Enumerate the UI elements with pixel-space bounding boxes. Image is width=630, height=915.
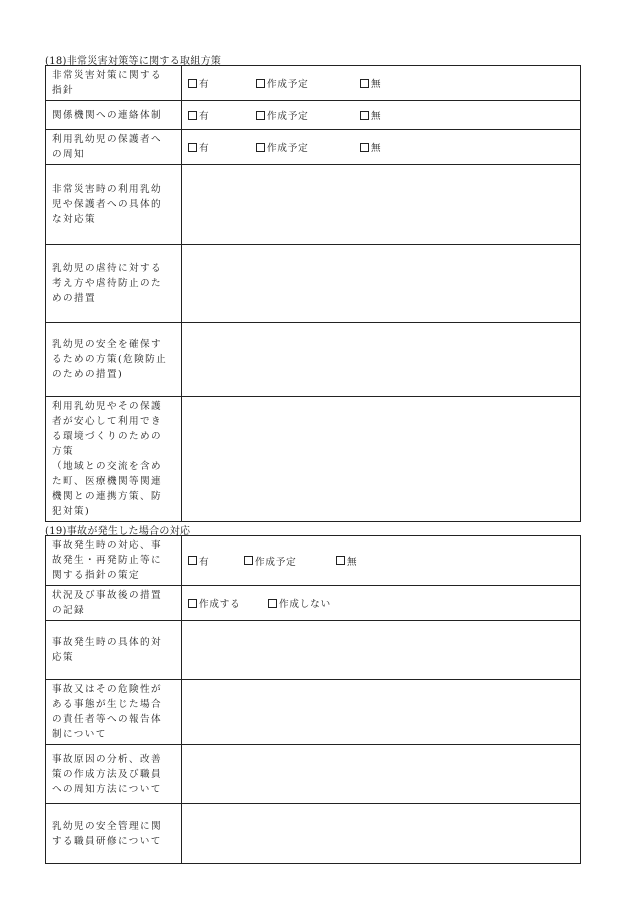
table-row xyxy=(46,101,581,130)
checkbox[interactable] xyxy=(188,599,197,608)
text-entry[interactable] xyxy=(182,245,581,323)
option-label: 有 xyxy=(199,143,210,154)
checkbox[interactable] xyxy=(188,143,197,152)
option-planned[interactable] xyxy=(244,554,336,568)
option-not-create[interactable] xyxy=(268,596,331,610)
text-entry[interactable] xyxy=(182,621,581,680)
checkbox[interactable] xyxy=(244,556,253,565)
row-label: 事故発生時の対応、事 故発生・再発防止等に 関する指針の策定 xyxy=(46,536,182,586)
table-row xyxy=(46,536,581,586)
table-row xyxy=(46,621,581,680)
section-19-title: (19)事故が発生した場合の対応 xyxy=(45,526,191,537)
table-row xyxy=(46,804,581,864)
option-label: 有 xyxy=(199,79,210,90)
row-label: 事故原因の分析、改善 策の作成方法及び職員 への周知方法について xyxy=(46,745,182,804)
checkbox[interactable] xyxy=(336,556,345,565)
option-group xyxy=(182,586,581,621)
option-label: 作成予定 xyxy=(255,556,297,568)
row-label: 事故発生時の具体的対 応策 xyxy=(46,621,182,680)
table-row xyxy=(46,745,581,804)
checkbox[interactable] xyxy=(256,79,265,88)
option-label: 無 xyxy=(371,143,382,154)
text-entry[interactable] xyxy=(182,165,581,245)
row-label: 乳幼児の安全管理に関 する職員研修について xyxy=(46,804,182,864)
option-yes[interactable] xyxy=(188,108,256,122)
option-group xyxy=(182,536,581,586)
row-label: 関係機関への連絡体制 xyxy=(46,101,182,130)
option-label: 無 xyxy=(371,79,382,90)
checkbox[interactable] xyxy=(360,143,369,152)
row-label: 状況及び事故後の措置 の記録 xyxy=(46,586,182,621)
option-label: 作成予定 xyxy=(267,143,309,154)
row-label: 乳幼児の安全を確保す るための方策(危険防止 のための措置) xyxy=(46,323,182,397)
text-entry[interactable] xyxy=(182,323,581,397)
option-label: 作成予定 xyxy=(267,111,309,122)
section-19-table xyxy=(45,535,581,864)
checkbox[interactable] xyxy=(360,79,369,88)
row-label: 事故又はその危険性が ある事態が生じた場合 の責任者等への報告体 制について xyxy=(46,680,182,745)
checkbox[interactable] xyxy=(268,599,277,608)
row-label: 利用乳幼児の保護者へ の周知 xyxy=(46,130,182,165)
option-no[interactable] xyxy=(336,554,357,568)
option-planned[interactable] xyxy=(256,76,360,90)
checkbox[interactable] xyxy=(188,556,197,565)
option-yes[interactable] xyxy=(188,554,244,568)
checkbox[interactable] xyxy=(256,143,265,152)
option-label: 作成予定 xyxy=(267,79,309,90)
option-yes[interactable] xyxy=(188,140,256,154)
checkbox[interactable] xyxy=(188,111,197,120)
table-row xyxy=(46,680,581,745)
option-no[interactable] xyxy=(360,140,381,154)
option-no[interactable] xyxy=(360,108,381,122)
checkbox[interactable] xyxy=(256,111,265,120)
option-label: 作成する xyxy=(199,599,241,610)
table-row xyxy=(46,397,581,522)
text-entry[interactable] xyxy=(182,804,581,864)
option-planned[interactable] xyxy=(256,140,360,154)
section-18-title: (18)非常災害対策等に関する取組方策 xyxy=(45,56,222,67)
table-row xyxy=(46,586,581,621)
text-entry[interactable] xyxy=(182,745,581,804)
option-label: 無 xyxy=(347,556,358,568)
table-row xyxy=(46,245,581,323)
option-label: 有 xyxy=(199,556,210,568)
table-row xyxy=(46,323,581,397)
option-group xyxy=(182,130,581,165)
text-entry[interactable] xyxy=(182,397,581,522)
option-group xyxy=(182,66,581,101)
option-label: 無 xyxy=(371,111,382,122)
option-yes[interactable] xyxy=(188,76,256,90)
row-label: 非常災害対策に関する 指針 xyxy=(46,66,182,101)
checkbox[interactable] xyxy=(188,79,197,88)
table-row xyxy=(46,165,581,245)
row-label: 非常災害時の利用乳幼 児や保護者への具体的 な対応策 xyxy=(46,165,182,245)
table-row xyxy=(46,130,581,165)
option-label: 作成しない xyxy=(279,599,331,610)
row-label: 利用乳幼児やその保護 者が安心して利用でき る環境づくりのための 方策 （地域との交流を含め た町、医療機関等関連 機関との連携方策、防 犯対策) xyxy=(46,397,182,522)
option-no[interactable] xyxy=(360,76,381,90)
table-row xyxy=(46,66,581,101)
option-group xyxy=(182,101,581,130)
text-entry[interactable] xyxy=(182,680,581,745)
section-18-table xyxy=(45,65,581,522)
option-planned[interactable] xyxy=(256,108,360,122)
checkbox[interactable] xyxy=(360,111,369,120)
row-label: 乳幼児の虐待に対する 考え方や虐待防止のた めの措置 xyxy=(46,245,182,323)
option-label: 有 xyxy=(199,111,210,122)
option-create[interactable] xyxy=(188,596,268,610)
